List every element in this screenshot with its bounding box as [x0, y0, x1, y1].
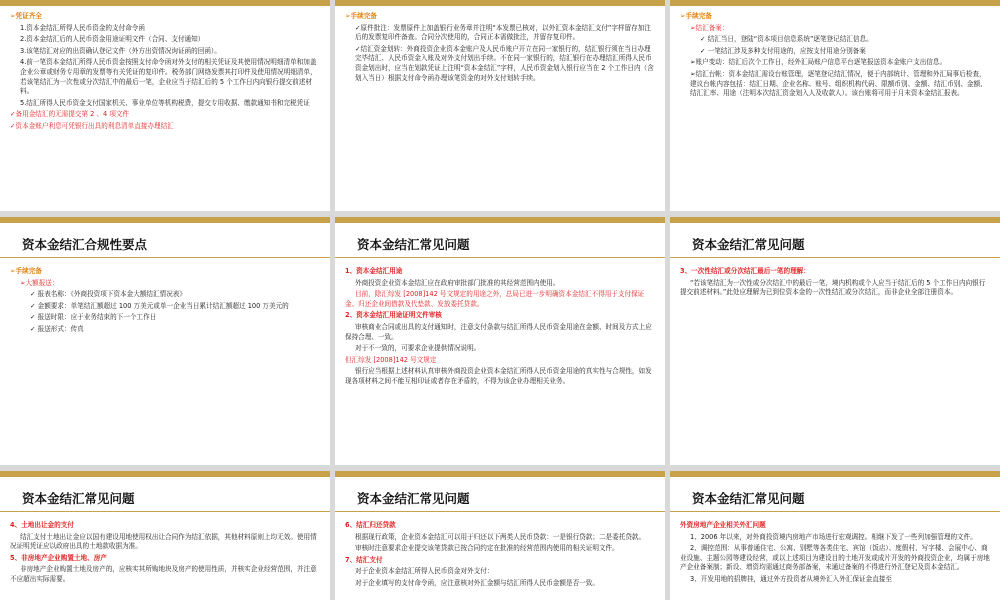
slide-text-line: ➢手续完备 [345, 12, 377, 20]
slide-body [680, 521, 990, 585]
slide-body [680, 267, 990, 298]
slide-text-line: ➢结汇台帐：资本金结汇需设台账管理，逐笔登记结汇情况，便于内部统计、管理和外汇局事后检查，建议台帐内容包括：结汇日期、企业名称、账号、组织机构代码、限额币别、金额、结汇币别、金额、结汇汇率、用途（注明本次结汇资金划入人及收款人）。该台账将可用于月末资本金结汇报表。 [690, 69, 987, 98]
slide-3[interactable] [670, 0, 1000, 211]
slide-text-line: 5.结汇所得人民币资金支付国家机关、事业单位等机构税费，提交专用收据、缴款通知书和完税凭证 [20, 98, 310, 107]
slide-text-line: ✓ 报送时限：应于业务结束的下一个工作日 [30, 313, 157, 322]
slide-text-line: ✓资本金账户利息可凭银行出具的利息清单直接办理结汇 [10, 121, 174, 130]
slide-text-line: 3、一次性结汇或分次结汇最后一笔的理解： [680, 267, 810, 275]
slide-text-line: 审核时注意要求企业提交该笔贷款已按合同约定在批准的经营范围内使用的相关证明文件。 [355, 544, 619, 553]
slide-title: 资本金结汇常见问题 [22, 491, 135, 506]
slide-top-band [335, 0, 665, 6]
title-divider [335, 257, 665, 258]
slide-text-line: ➢账户变动：结汇后次个工作日，经外汇局账户信息平台逐笔报送资本金账户支出信息。 [690, 58, 947, 67]
slide-top-band [335, 471, 665, 477]
slide-text-line: 7、结汇支付 [345, 555, 383, 564]
slide-title: 资本金结汇常见问题 [357, 237, 470, 252]
slide-top-band [335, 217, 665, 223]
slide-body [10, 521, 320, 585]
slide-body [345, 267, 655, 387]
slide-text-line: 3.该笔结汇对应的出资确认登记文件（外方出资情况询证函的回函）。 [20, 46, 221, 55]
slide-text-line: 2.资本金结汇后的人民币资金用途证明文件（合同、支付通知） [20, 35, 205, 44]
slide-text-line: 4、土地出让金的支付 [10, 521, 74, 529]
slide-top-band [670, 0, 1000, 6]
slide-top-band [0, 0, 330, 6]
slide-text-line: ✓备用金结汇的无需提交第 2 、4 项文件 [10, 110, 130, 119]
slide-top-band [670, 471, 1000, 477]
slide-text-line: 结汇支付土地出让金应以国有建设用地使用权出让合同作为结汇依据，其他材料原则上均无效。使用情况证明凭证应以政府出具的土地款收据为准。 [10, 532, 317, 551]
slide-text-line: 对于企业填写的支付命令函，应注意核对外汇金额与结汇所得人民币金额是否一致。 [355, 578, 599, 587]
slide-text-line: 非房地产企业购置土地及房产的，应核实其所购地块及房产的使用性质，并核实企业经营范围，并注意不应超出实际需要。 [10, 565, 317, 583]
slide-text-line: “若该笔结汇为一次性或分次结汇中的最后一笔，境内机构或个人应当于结汇后的 5 个工作日内向银行提交前述材料。”此处应理解为已到位资本金的一次性结汇或分次结汇，而非企业全部注册资本。 [680, 278, 986, 297]
slide-text-line: ➢手续完备 [10, 267, 42, 275]
slide-4[interactable] [0, 217, 330, 465]
slide-text-line: 银行应当根据上述材料认真审核外商投资企业资本金结汇所得人民币资金用途的真实性与合规性，如发现各项材料之间不能互相印证或者存在矛盾的，不得为该企业办理相关业务。 [345, 367, 652, 385]
slide-text-line: 对于企业资本金结汇所得人民币资金对外支付： [355, 567, 494, 576]
slide-text-line: 2、资本金结汇用途证明文件审核 [345, 311, 442, 320]
slide-text-line: ✓ 结汇当日，登陆“资本项目信息系统”逐笔登记结汇信息。 [700, 35, 873, 44]
slide-text-line: ➢结汇备案： [690, 23, 729, 32]
slide-text-line: 目前，除汇综发 [2008]142 号文规定的用途之外，总局已进一步明确资本金结汇不得用于支付保证金、归还企业间借款及代垫款、发放委托贷款。 [345, 290, 645, 308]
slide-9[interactable] [670, 471, 1000, 600]
slide-text-line: 外资房地产企业相关外汇问题 [680, 521, 766, 529]
slide-text-line: ✓原件批注：发票原件上加盖银行业务章并注明“本发票已核对，以外汇资本金结汇支付”字样留存加注后的发票复印件备查。合同分次使用的，合同正本需做批注，并留存复印件。 [355, 23, 651, 42]
slide-text-line: 审核商业合同或出具的支付通知时，注意支付条款与结汇所得人民币资金用途在金额、时间及方式上应保持合理、一致。 [345, 322, 652, 341]
slide-1[interactable] [0, 0, 330, 211]
slide-text-line: ✓ 一笔结汇涉及多种支付用途的，应按支付用途分别备案 [700, 46, 866, 55]
slide-text-line: 但汇综发 [2008]142 号文规定 [345, 355, 437, 364]
slide-text-line: 5、非房地产企业购置土地、房产 [10, 553, 107, 562]
slide-body [345, 12, 655, 83]
slide-text-line: ✓ 报送形式：传真 [30, 324, 84, 333]
title-divider [0, 257, 330, 258]
slide-body [10, 267, 320, 335]
slide-text-line: 2、调控范围：从事普通住宅、公寓、别墅等各类住宅、宾馆（饭店）、度假村、写字楼、会展中心、商业设施、主题公园等建设经营，或以上述项目为建设目的土地开发或成片开发的外商投资企业，均属于房地产企业备案制；新设、增资均需通过商务部备案，未通过备案的不得进行外汇登记及资本金结汇。 [680, 544, 990, 572]
slide-body [345, 521, 655, 589]
slide-text-line: 6、结汇归还贷款 [345, 521, 396, 529]
slide-text-line: ✓ 报表名称：《外商投资项下资本金大额结汇情况表》 [30, 290, 186, 299]
slide-text-line: ➢手续完备 [680, 12, 712, 20]
title-divider [335, 511, 665, 512]
slide-text-line: 外商投资企业资本金结汇应在政府审批部门批准的其经营范围内使用。 [355, 278, 560, 287]
slide-top-band [670, 217, 1000, 223]
title-divider [670, 511, 1000, 512]
slide-text-line: 根据现行政策，企业资本金结汇可以用于归还以下两类人民币贷款：一是银行贷款；二是委托贷款。 [355, 532, 646, 541]
slide-text-line: ➢大额报送： [20, 278, 59, 287]
slide-title: 资本金结汇常见问题 [692, 237, 805, 252]
slide-text-line: ✓结汇资金划转：外商投资企业资本金账户及人民币账户开立在同一家银行的，结汇银行须在当日办理完毕结汇、人民币资金入账及对外支付划出手续。不在同一家银行的，结汇银行在办理结汇所得人民币资金划出时，应当在划款凭证上注明“资本金结汇”字样，人民币资金划入银行应当在 2 个工作日内（含划入当日）根据支付命令函办理该笔资金的对外支付划转手续。 [355, 44, 654, 82]
slide-text-line: 1、2006 年以来，对外商投资境内房地产市场进行宏观调控。相继下发了一些列加强管理的文件。 [690, 532, 977, 541]
slide-text-line: 对于不一致的，可要求企业提供情况说明。 [355, 344, 481, 353]
title-divider [0, 511, 330, 512]
slide-6[interactable] [670, 217, 1000, 465]
slide-text-line: 1.资本金结汇所得人民币资金的支付命令函 [20, 23, 145, 32]
slide-7[interactable] [0, 471, 330, 600]
slide-2[interactable] [335, 0, 665, 211]
slide-8[interactable] [335, 471, 665, 600]
slide-5[interactable] [335, 217, 665, 465]
slide-text-line: 3、开发用地的招牌挂，通过外方投资者从境外汇入外汇保证金直接至 [690, 574, 893, 583]
slide-body [10, 12, 320, 132]
slide-title: 资本金结汇常见问题 [692, 491, 805, 506]
slide-text-line: ➢凭证齐全 [10, 12, 42, 20]
slide-text-line: 4.前一笔资本金结汇所得人民币资金按照支付命令函对外支付的相关凭证及其使用情况明细清单和加盖企业公章或财务专用章的发票等有关凭证的复印件。税务部门网络发票其打印件及使用情况明细清单，若该笔结汇为一次性或分次结汇中的最后一笔，企业应当于结汇后的 5 个工作日内向银行提交前述材料。 [20, 58, 317, 96]
slide-text-line: ✓ 金额要求：单笔结汇额超过 100 万美元或单一企业当日累计结汇额超过 100 万美元的 [30, 301, 289, 310]
slide-top-band [0, 217, 330, 223]
title-divider [670, 257, 1000, 258]
slide-body [680, 12, 990, 99]
slide-title: 资本金结汇合规性要点 [22, 237, 148, 252]
slide-title: 资本金结汇常见问题 [357, 491, 470, 506]
slide-text-line: 1、资本金结汇用途 [345, 267, 403, 275]
slide-top-band [0, 471, 330, 477]
